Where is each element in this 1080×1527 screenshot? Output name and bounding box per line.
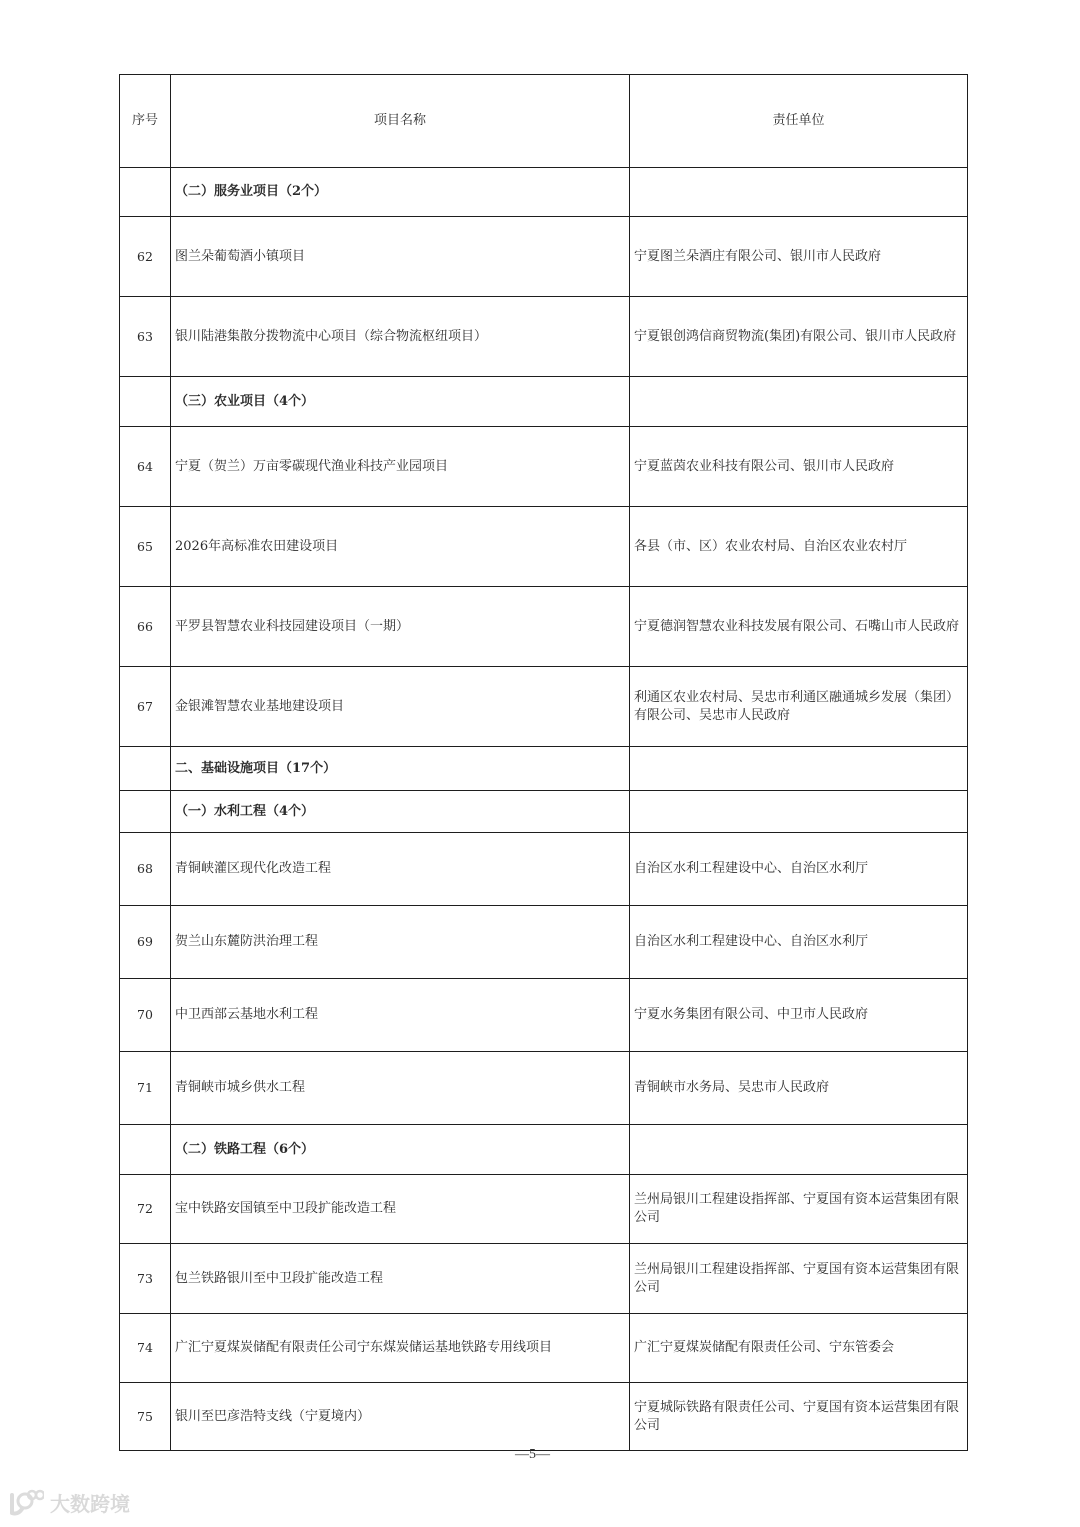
row-no: 66 (120, 587, 171, 667)
row-responsible-unit (630, 747, 968, 791)
row-responsible-unit (630, 1125, 968, 1175)
table-row (120, 427, 968, 507)
page-number: —5— (515, 1447, 550, 1462)
row-project-name: 包兰铁路银川至中卫段扩能改造工程 (171, 1244, 630, 1314)
row-no: 70 (120, 979, 171, 1052)
row-no (120, 747, 171, 791)
row-responsible-unit: 宁夏城际铁路有限责任公司、宁夏国有资本运营集团有限公司 (630, 1383, 968, 1451)
row-no: 68 (120, 833, 171, 906)
row-responsible-unit: 自治区水利工程建设中心、自治区水利厅 (630, 906, 968, 979)
row-project-name: 广汇宁夏煤炭储配有限责任公司宁东煤炭储运基地铁路专用线项目 (171, 1314, 630, 1383)
section-header-row (120, 791, 968, 833)
table-row (120, 507, 968, 587)
row-project-name: （二）服务业项目（2个） (171, 168, 630, 217)
row-project-name: 平罗县智慧农业科技园建设项目（一期） (171, 587, 630, 667)
row-no (120, 377, 171, 427)
row-project-name: 银川陆港集散分拨物流中心项目（综合物流枢纽项目） (171, 297, 630, 377)
table-row (120, 1383, 968, 1451)
row-project-name: （一）水利工程（4个） (171, 791, 630, 833)
row-responsible-unit: 广汇宁夏煤炭储配有限责任公司、宁东管委会 (630, 1314, 968, 1383)
row-responsible-unit: 宁夏水务集团有限公司、中卫市人民政府 (630, 979, 968, 1052)
table-header-row (120, 75, 968, 168)
row-no: 62 (120, 217, 171, 297)
row-no: 63 (120, 297, 171, 377)
table-row (120, 906, 968, 979)
watermark-text: 大数跨境 (50, 1492, 130, 1516)
row-no: 74 (120, 1314, 171, 1383)
row-project-name: 中卫西部云基地水利工程 (171, 979, 630, 1052)
table-row (120, 667, 968, 747)
row-responsible-unit: 利通区农业农村局、吴忠市利通区融通城乡发展（集团）有限公司、吴忠市人民政府 (630, 667, 968, 747)
watermark-logo-icon (8, 1489, 44, 1517)
row-project-name: 贺兰山东麓防洪治理工程 (171, 906, 630, 979)
row-project-name: 青铜峡市城乡供水工程 (171, 1052, 630, 1125)
row-project-name: 宝中铁路安国镇至中卫段扩能改造工程 (171, 1175, 630, 1244)
row-project-name: 二、基础设施项目（17个） (171, 747, 630, 791)
table-row (120, 1314, 968, 1383)
row-no (120, 791, 171, 833)
table-row (120, 1244, 968, 1314)
header-no: 序号 (120, 75, 171, 168)
row-no: 65 (120, 507, 171, 587)
row-project-name: （二）铁路工程（6个） (171, 1125, 630, 1175)
row-responsible-unit (630, 168, 968, 217)
section-header-row (120, 1125, 968, 1175)
row-project-name: 图兰朵葡萄酒小镇项目 (171, 217, 630, 297)
row-responsible-unit: 各县（市、区）农业农村局、自治区农业农村厅 (630, 507, 968, 587)
row-responsible-unit: 兰州局银川工程建设指挥部、宁夏国有资本运营集团有限公司 (630, 1244, 968, 1314)
row-responsible-unit: 自治区水利工程建设中心、自治区水利厅 (630, 833, 968, 906)
table-body (120, 168, 968, 1451)
row-responsible-unit: 青铜峡市水务局、吴忠市人民政府 (630, 1052, 968, 1125)
table-row (120, 587, 968, 667)
row-no: 71 (120, 1052, 171, 1125)
row-responsible-unit (630, 377, 968, 427)
row-responsible-unit: 宁夏银创鸿信商贸物流(集团)有限公司、银川市人民政府 (630, 297, 968, 377)
section-header-row (120, 168, 968, 217)
row-responsible-unit: 宁夏图兰朵酒庄有限公司、银川市人民政府 (630, 217, 968, 297)
row-project-name: （三）农业项目（4个） (171, 377, 630, 427)
row-no: 64 (120, 427, 171, 507)
row-project-name: 金银滩智慧农业基地建设项目 (171, 667, 630, 747)
row-project-name: 2026年高标准农田建设项目 (171, 507, 630, 587)
row-no: 73 (120, 1244, 171, 1314)
row-project-name: 青铜峡灌区现代化改造工程 (171, 833, 630, 906)
table-row (120, 297, 968, 377)
row-no: 72 (120, 1175, 171, 1244)
row-responsible-unit: 宁夏蓝茵农业科技有限公司、银川市人民政府 (630, 427, 968, 507)
header-project-name: 项目名称 (171, 75, 630, 168)
watermark (8, 1488, 130, 1517)
table-row (120, 979, 968, 1052)
table-row (120, 1052, 968, 1125)
header-responsible-unit: 责任单位 (630, 75, 968, 168)
row-no: 67 (120, 667, 171, 747)
row-no: 69 (120, 906, 171, 979)
row-project-name: 银川至巴彦浩特支线（宁夏境内） (171, 1383, 630, 1451)
section-header-row (120, 377, 968, 427)
row-responsible-unit: 宁夏德润智慧农业科技发展有限公司、石嘴山市人民政府 (630, 587, 968, 667)
row-responsible-unit: 兰州局银川工程建设指挥部、宁夏国有资本运营集团有限公司 (630, 1175, 968, 1244)
row-no: 75 (120, 1383, 171, 1451)
row-no (120, 1125, 171, 1175)
table-row (120, 833, 968, 906)
table-row (120, 217, 968, 297)
project-table (119, 74, 968, 1451)
row-no (120, 168, 171, 217)
row-project-name: 宁夏（贺兰）万亩零碳现代渔业科技产业园项目 (171, 427, 630, 507)
table-row (120, 1175, 968, 1244)
row-responsible-unit (630, 791, 968, 833)
section-header-row (120, 747, 968, 791)
